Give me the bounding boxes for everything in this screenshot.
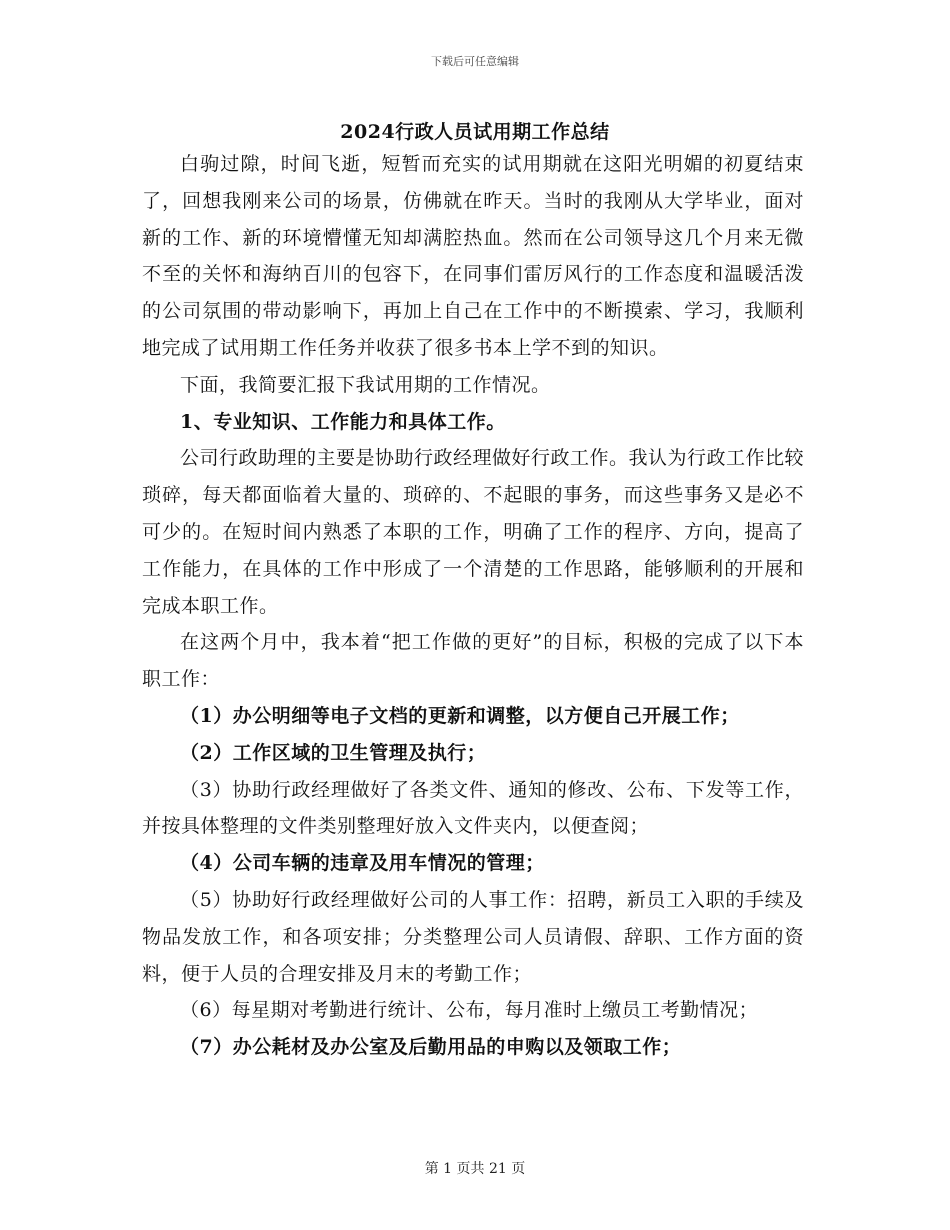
page-header: 下载后可任意编辑 bbox=[431, 55, 519, 68]
section-heading-1: 1、专业知识、工作能力和具体工作。 bbox=[180, 410, 506, 433]
document-body bbox=[142, 146, 804, 1066]
paragraph-goal: 在这两个月中，我本着“把工作做的更好”的目标，积极的完成了以下本职工作： bbox=[142, 631, 804, 691]
list-item-7: （7）办公耗材及办公室及后勤用品的申购以及领取工作； bbox=[180, 1036, 682, 1059]
page-footer: 第 1 页共 21 页 bbox=[424, 1161, 526, 1177]
paragraph-intro: 白驹过隙，时间飞逝，短暂而充实的试用期就在这阳光明媚的初夏结束了，回想我刚来公司的场景，仿佛就在昨天。当时的我刚从大学毕业，面对新的工作、新的环境懵懂无知却满腔热血。然而在公司领导这几个月来无微不至的关怀和海纳百川的包容下，在同事们雷厉风行的工作态度和温暖活泼的公司氛围的带动影响下，再加上自己在工作中的不断摸索、学习，我顺利地完成了试用期工作任务并收获了很多书本上学不到的知识。 bbox=[142, 153, 804, 359]
list-item-1: （1）办公明细等电子文档的更新和调整，以方便自己开展工作； bbox=[180, 704, 740, 727]
list-item-6: （6）每星期对考勤进行统计、公布，每月准时上缴员工考勤情况； bbox=[180, 999, 759, 1022]
list-item-5: （5）协助好行政经理做好公司的人事工作：招聘，新员工入职的手续及物品发放工作，和各项安排；分类整理公司人员请假、辞职、工作方面的资料，便于人员的合理安排及月末的考勤工作； bbox=[142, 888, 804, 985]
list-item-4: （4）公司车辆的违章及用车情况的管理； bbox=[180, 852, 545, 875]
paragraph-role-description: 公司行政助理的主要是协助行政经理做好行政工作。我认为行政工作比较琐碎，每天都面临着大量的、琐碎的、不起眼的事务，而这些事务又是必不可少的。在短时间内熟悉了本职的工作，明确了工作的程序、方向，提高了工作能力，在具体的工作中形成了一个清楚的工作思路，能够顺利的开展和完成本职工作。 bbox=[142, 447, 805, 617]
document-title: 2024行政人员试用期工作总结 bbox=[340, 121, 610, 143]
list-item-3: （3）协助行政经理做好了各类文件、通知的修改、公布、下发等工作，并按具体整理的文件类别整理好放入文件夹内，以便查阅； bbox=[142, 778, 804, 838]
paragraph-summary-lead: 下面，我简要汇报下我试用期的工作情况。 bbox=[180, 373, 551, 396]
list-item-2: （2）工作区域的卫生管理及执行； bbox=[180, 741, 487, 764]
